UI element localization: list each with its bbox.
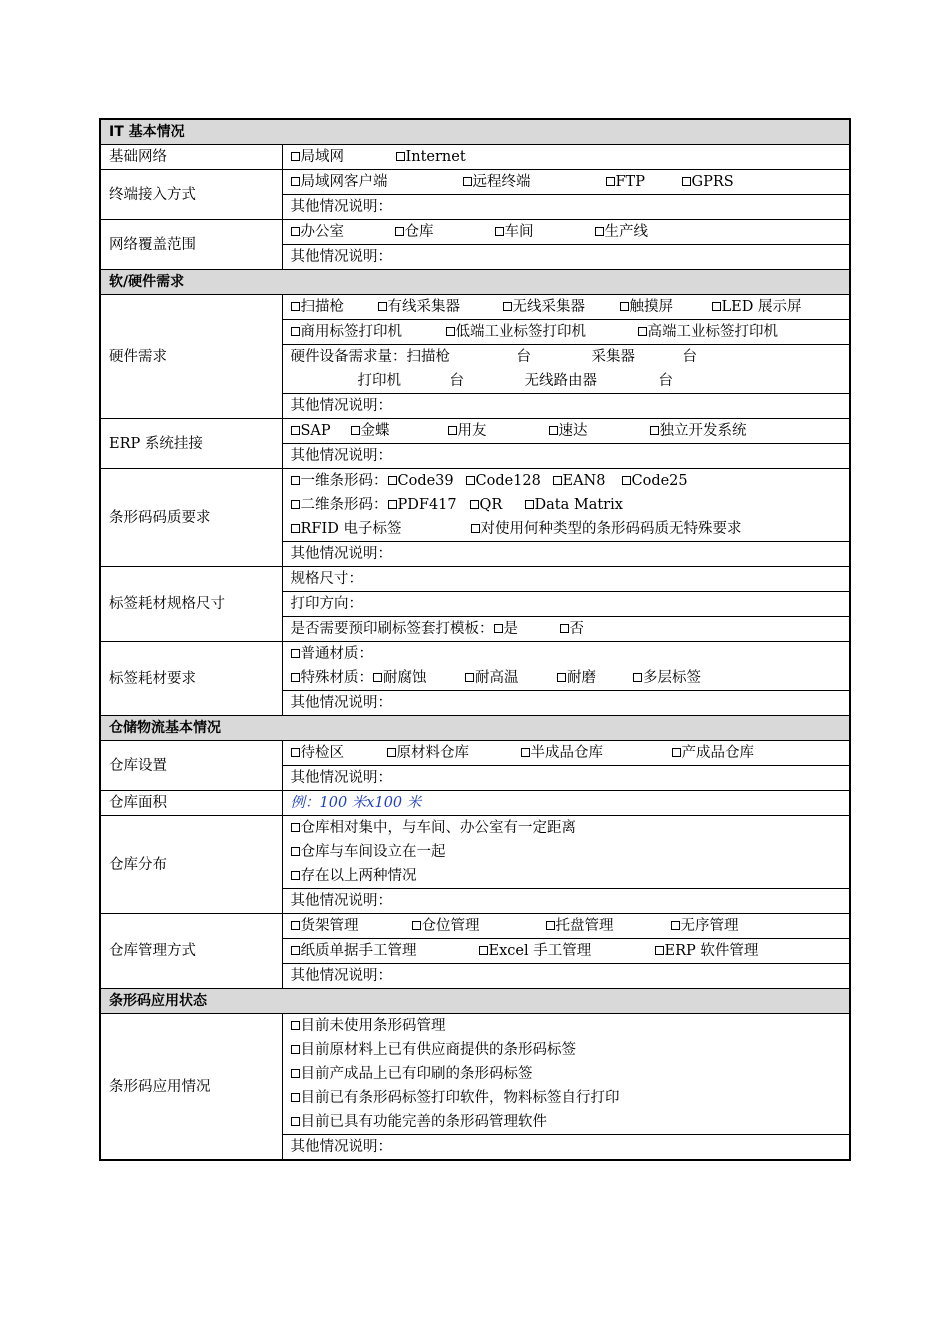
- options-hardware-1: [282, 295, 850, 320]
- label-network: 基础网络: [100, 145, 282, 170]
- checkbox-icon[interactable]: [448, 426, 457, 435]
- other-terminal[interactable]: 其他情况说明：: [282, 195, 850, 220]
- other-bc-status[interactable]: 其他情况说明：: [282, 1135, 850, 1161]
- checkbox-bc-none[interactable]: 目前未使用条形码管理: [291, 1014, 842, 1038]
- checkbox-icon[interactable]: [557, 673, 566, 682]
- checkbox-icon[interactable]: [291, 823, 300, 832]
- other-barcode[interactable]: 其他情况说明：: [282, 542, 850, 567]
- checkbox-icon[interactable]: [291, 1069, 300, 1078]
- checkbox-scanner[interactable]: 扫描枪: [291, 295, 378, 319]
- checkbox-production-line[interactable]: 生产线: [595, 220, 649, 244]
- checkbox-icon[interactable]: [291, 1021, 300, 1030]
- label-barcode: 条形码码质要求: [100, 469, 282, 567]
- checkbox-icon[interactable]: [291, 426, 300, 435]
- checkbox-icon[interactable]: [620, 302, 629, 311]
- checkbox-icon[interactable]: [396, 152, 405, 161]
- checkbox-icon[interactable]: [291, 152, 300, 161]
- row-network: [100, 145, 850, 170]
- checkbox-bc-print-software[interactable]: 目前已有条形码标签打印软件，物料标签自行打印: [291, 1086, 842, 1110]
- checkbox-finished-product-wh[interactable]: 产成品仓库: [672, 741, 755, 765]
- options-template: [282, 617, 850, 642]
- checkbox-special-material[interactable]: 特殊材质：: [291, 666, 374, 690]
- options-erp: [282, 419, 850, 444]
- checkbox-icon[interactable]: [655, 946, 664, 955]
- checkbox-location-mgmt[interactable]: 仓位管理: [412, 914, 546, 938]
- other-wh-mgmt[interactable]: 其他情况说明：: [282, 964, 850, 989]
- section-wh-header: 仓储物流基本情况: [100, 716, 850, 741]
- checkbox-kingdee[interactable]: 金蝶: [351, 419, 448, 443]
- row-terminal: [100, 170, 850, 195]
- checkbox-icon[interactable]: [387, 748, 396, 757]
- checkbox-icon[interactable]: [291, 921, 300, 930]
- checkbox-warehouse[interactable]: 仓库: [395, 220, 495, 244]
- checkbox-shelf-mgmt[interactable]: 货架管理: [291, 914, 412, 938]
- options-wh-mgmt-2: [282, 939, 850, 964]
- other-wh-setup[interactable]: 其他情况说明：: [282, 766, 850, 791]
- label-hardware: 硬件需求: [100, 295, 282, 419]
- options-wh-setup: [282, 741, 850, 766]
- options-hardware-2: [282, 320, 850, 345]
- checkbox-template-no[interactable]: 否: [560, 617, 585, 641]
- checkbox-icon[interactable]: [712, 302, 721, 311]
- checkbox-wear[interactable]: 耐磨: [557, 666, 633, 690]
- checkbox-commercial-printer[interactable]: 商用标签打印机: [291, 320, 446, 344]
- checkbox-icon[interactable]: [495, 227, 504, 236]
- row-wh-size: [100, 791, 850, 816]
- checkbox-template-yes[interactable]: 是: [494, 617, 560, 641]
- checkbox-gprs[interactable]: GPRS: [682, 170, 734, 194]
- checkbox-icon[interactable]: [395, 227, 404, 236]
- checkbox-icon[interactable]: [446, 327, 455, 336]
- checkbox-icon[interactable]: [553, 476, 562, 485]
- checkbox-icon[interactable]: [291, 302, 300, 311]
- checkbox-icon[interactable]: [291, 1045, 300, 1054]
- unit-label: 台: [658, 373, 673, 389]
- other-wh-layout[interactable]: 其他情况说明：: [282, 889, 850, 914]
- other-coverage[interactable]: 其他情况说明：: [282, 245, 850, 270]
- checkbox-icon[interactable]: [466, 476, 475, 485]
- checkbox-icon[interactable]: [672, 748, 681, 757]
- checkbox-icon[interactable]: [291, 1117, 300, 1126]
- checkbox-icon[interactable]: [291, 748, 300, 757]
- wh-size-example: 例：100 米x100 米: [290, 795, 422, 811]
- label-terminal: 终端接入方式: [100, 170, 282, 220]
- other-hardware[interactable]: 其他情况说明：: [282, 394, 850, 419]
- checkbox-icon[interactable]: [479, 946, 488, 955]
- checkbox-multilayer[interactable]: 多层标签: [633, 666, 701, 690]
- row-coverage: [100, 220, 850, 245]
- checkbox-icon[interactable]: [525, 500, 534, 509]
- checkbox-unordered-mgmt[interactable]: 无序管理: [671, 914, 739, 938]
- checkbox-icon[interactable]: [650, 426, 659, 435]
- checkbox-touchscreen[interactable]: 触摸屏: [620, 295, 712, 319]
- unit-label: 台: [449, 373, 464, 389]
- checkbox-bc-supplier[interactable]: 目前原材料上已有供应商提供的条形码标签: [291, 1038, 842, 1062]
- checkbox-icon[interactable]: [465, 673, 474, 682]
- section-it-header: IT 基本情况: [100, 119, 850, 145]
- options-barcode: [282, 469, 850, 542]
- other-erp[interactable]: 其他情况说明：: [282, 444, 850, 469]
- checkbox-icon[interactable]: [291, 673, 300, 682]
- checkbox-icon[interactable]: [291, 476, 300, 485]
- checkbox-raw-material-wh[interactable]: 原材料仓库: [387, 741, 521, 765]
- label-label-size: 标签耗材规格尺寸: [100, 567, 282, 642]
- options-material: [282, 642, 850, 691]
- qty-collector-label: 采集器: [591, 349, 635, 365]
- checkbox-excel-mgmt[interactable]: Excel 手工管理: [479, 939, 655, 963]
- options-coverage: [282, 220, 850, 245]
- checkbox-icon[interactable]: [633, 673, 642, 682]
- qty-scanner-label: 硬件设备需求量：扫描枪: [290, 349, 450, 365]
- row-erp: [100, 419, 850, 444]
- checkbox-icon[interactable]: [378, 302, 387, 311]
- options-network: [282, 145, 850, 170]
- checkbox-lan-client[interactable]: 局域网客户端: [291, 170, 463, 194]
- checkbox-icon[interactable]: [682, 177, 691, 186]
- checkbox-wired-collector[interactable]: 有线采集器: [378, 295, 503, 319]
- checkbox-qr[interactable]: QR: [470, 493, 525, 517]
- checkbox-2d-barcode[interactable]: 二维条形码：: [291, 493, 388, 517]
- checkbox-highend-printer[interactable]: 高端工业标签打印机: [638, 320, 779, 344]
- checkbox-icon[interactable]: [622, 476, 631, 485]
- row-wh-setup: [100, 741, 850, 766]
- qty-printer-label: 打印机: [357, 373, 401, 389]
- checkbox-1d-barcode[interactable]: 一维条形码：: [291, 469, 388, 493]
- template-question: 是否需要预印刷标签套打模板：: [290, 621, 494, 637]
- row-hardware: [100, 295, 850, 320]
- options-wh-mgmt-1: [282, 914, 850, 939]
- checkbox-icon[interactable]: [521, 748, 530, 757]
- checkbox-bc-printed[interactable]: 目前产成品上已有印刷的条形码标签: [291, 1062, 842, 1086]
- field-spec-size[interactable]: 规格尺寸：: [282, 567, 850, 592]
- checkbox-bc-full-software[interactable]: 目前已具有功能完善的条形码管理软件: [291, 1110, 842, 1134]
- checkbox-corrosion[interactable]: 耐腐蚀: [373, 666, 465, 690]
- row-wh-layout: [100, 816, 850, 889]
- checkbox-wh-centralized[interactable]: 仓库相对集中，与车间、办公室有一定距离: [291, 816, 842, 840]
- checkbox-remote-terminal[interactable]: 远程终端: [463, 170, 606, 194]
- checkbox-ftp[interactable]: FTP: [606, 170, 682, 194]
- checkbox-erp-mgmt[interactable]: ERP 软件管理: [655, 939, 759, 963]
- checkbox-rfid[interactable]: RFID 电子标签: [291, 517, 471, 541]
- label-wh-setup: 仓库设置: [100, 741, 282, 791]
- checkbox-pallet-mgmt[interactable]: 托盘管理: [546, 914, 671, 938]
- field-wh-size[interactable]: [282, 791, 850, 816]
- checkbox-custom-system[interactable]: 独立开发系统: [650, 419, 747, 443]
- label-material: 标签耗材要求: [100, 642, 282, 716]
- checkbox-normal-material[interactable]: 普通材质：: [291, 642, 374, 666]
- options-bc-status: [282, 1014, 850, 1135]
- checkbox-code128[interactable]: Code128: [466, 469, 553, 493]
- checkbox-icon[interactable]: [412, 921, 421, 930]
- checkbox-sap[interactable]: SAP: [291, 419, 351, 443]
- checkbox-inspection-area[interactable]: 待检区: [291, 741, 387, 765]
- checkbox-ean8[interactable]: EAN8: [553, 469, 622, 493]
- checkbox-code39[interactable]: Code39: [388, 469, 466, 493]
- checkbox-yonyou[interactable]: 用友: [448, 419, 549, 443]
- checkbox-internet[interactable]: Internet: [396, 145, 466, 169]
- checkbox-icon[interactable]: [470, 500, 479, 509]
- row-bc-status: [100, 1014, 850, 1135]
- survey-form-table: [99, 118, 851, 1161]
- label-wh-size: 仓库面积: [100, 791, 282, 816]
- row-wh-mgmt: [100, 914, 850, 939]
- label-bc-status: 条形码应用情况: [100, 1014, 282, 1161]
- checkbox-lan[interactable]: 局域网: [291, 145, 396, 169]
- row-material: [100, 642, 850, 691]
- checkbox-office[interactable]: 办公室: [291, 220, 395, 244]
- checkbox-no-requirement[interactable]: 对使用何种类型的条形码码质无特殊要求: [471, 517, 742, 541]
- checkbox-suda[interactable]: 速达: [549, 419, 650, 443]
- options-terminal: [282, 170, 850, 195]
- checkbox-icon[interactable]: [291, 649, 300, 658]
- checkbox-code25[interactable]: Code25: [622, 469, 688, 493]
- checkbox-icon[interactable]: [463, 177, 472, 186]
- checkbox-icon[interactable]: [373, 673, 382, 682]
- checkbox-icon[interactable]: [291, 500, 300, 509]
- row-barcode: [100, 469, 850, 542]
- field-print-direction[interactable]: 打印方向：: [282, 592, 850, 617]
- checkbox-icon[interactable]: [291, 227, 300, 236]
- checkbox-icon[interactable]: [560, 624, 569, 633]
- label-wh-layout: 仓库分布: [100, 816, 282, 914]
- checkbox-icon[interactable]: [671, 921, 680, 930]
- checkbox-icon[interactable]: [388, 476, 397, 485]
- checkbox-wireless-collector[interactable]: 无线采集器: [503, 295, 620, 319]
- checkbox-icon[interactable]: [291, 871, 300, 880]
- checkbox-icon[interactable]: [471, 524, 480, 533]
- section-hw-header: 软/硬件需求: [100, 270, 850, 295]
- checkbox-icon[interactable]: [291, 946, 300, 955]
- checkbox-icon[interactable]: [494, 624, 503, 633]
- checkbox-icon[interactable]: [291, 847, 300, 856]
- checkbox-icon[interactable]: [549, 426, 558, 435]
- checkbox-semi-product-wh[interactable]: 半成品仓库: [521, 741, 672, 765]
- checkbox-icon[interactable]: [291, 327, 300, 336]
- checkbox-icon[interactable]: [291, 524, 300, 533]
- checkbox-led-display[interactable]: LED 展示屏: [712, 295, 802, 319]
- unit-label: 台: [682, 349, 697, 365]
- checkbox-lowend-printer[interactable]: 低端工业标签打印机: [446, 320, 638, 344]
- checkbox-icon[interactable]: [595, 227, 604, 236]
- qty-router-label: 无线路由器: [524, 373, 597, 389]
- checkbox-data-matrix[interactable]: Data Matrix: [525, 493, 623, 517]
- label-coverage: 网络覆盖范围: [100, 220, 282, 270]
- checkbox-icon[interactable]: [291, 177, 300, 186]
- section-bc-header: 条形码应用状态: [100, 989, 850, 1014]
- checkbox-icon[interactable]: [606, 177, 615, 186]
- checkbox-heat[interactable]: 耐高温: [465, 666, 557, 690]
- unit-label: 台: [516, 349, 531, 365]
- checkbox-icon[interactable]: [388, 500, 397, 509]
- label-wh-mgmt: 仓库管理方式: [100, 914, 282, 989]
- hardware-quantity[interactable]: [282, 345, 850, 394]
- checkbox-icon[interactable]: [546, 921, 555, 930]
- checkbox-icon[interactable]: [351, 426, 360, 435]
- checkbox-icon[interactable]: [291, 1093, 300, 1102]
- other-material[interactable]: 其他情况说明：: [282, 691, 850, 716]
- checkbox-wh-with-workshop[interactable]: 仓库与车间设立在一起: [291, 840, 842, 864]
- checkbox-icon[interactable]: [503, 302, 512, 311]
- checkbox-icon[interactable]: [638, 327, 647, 336]
- checkbox-wh-both[interactable]: 存在以上两种情况: [291, 864, 842, 888]
- checkbox-workshop[interactable]: 车间: [495, 220, 595, 244]
- options-wh-layout: [282, 816, 850, 889]
- row-label-size: [100, 567, 850, 592]
- checkbox-paper-mgmt[interactable]: 纸质单据手工管理: [291, 939, 479, 963]
- label-erp: ERP 系统挂接: [100, 419, 282, 469]
- checkbox-pdf417[interactable]: PDF417: [388, 493, 470, 517]
